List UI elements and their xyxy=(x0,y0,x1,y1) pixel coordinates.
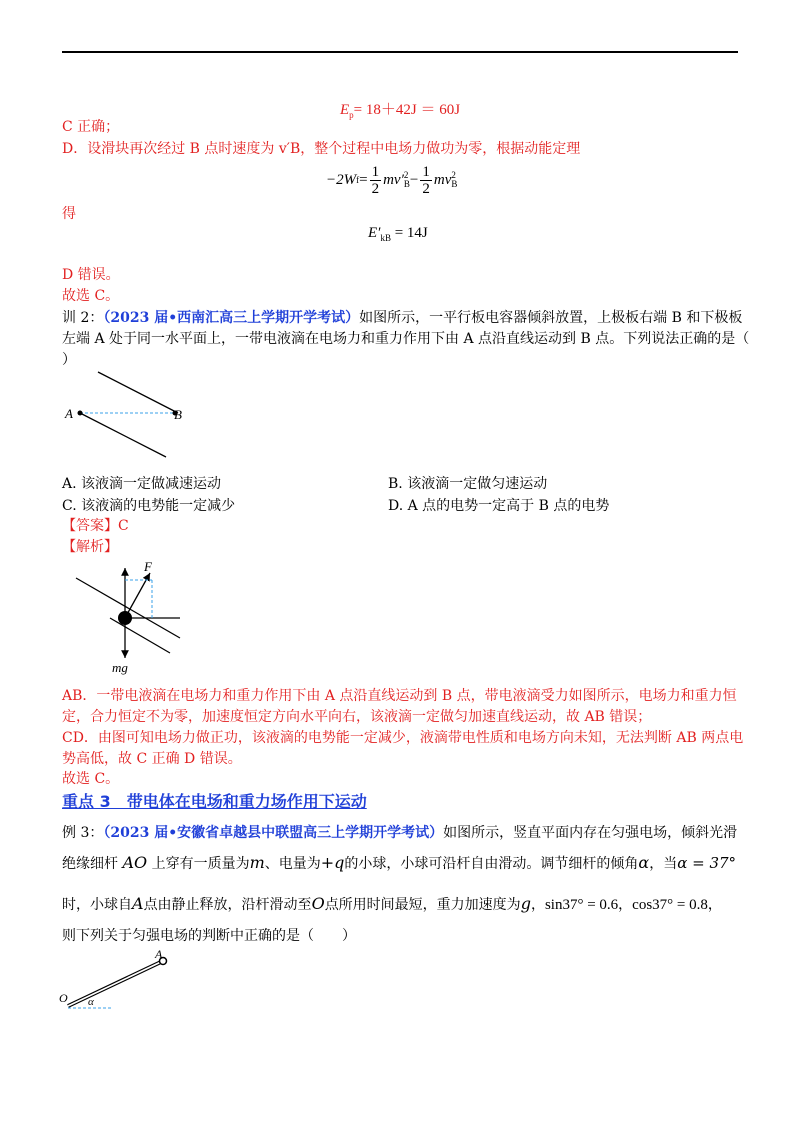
equation-ep: $E_p= 18+42J = 60J$ xyxy=(340,102,461,120)
plate-line-lower xyxy=(110,618,170,653)
label-alpha: α xyxy=(88,996,94,1008)
line-choose-2: 故选 C。 xyxy=(62,771,120,787)
line-d-statement: D．设滑块再次经过 B 点时速度为 v′B，整个过程中电场力做功为零，根据动能定理 xyxy=(62,141,581,157)
answer: 【答案】C xyxy=(62,518,129,534)
equation-ek: $E'_{kB} = 14J$ xyxy=(368,225,428,243)
capacitor-figure xyxy=(60,365,200,465)
analysis-ab-line2: 定，合力恒定不为零，加速度恒定方向水平向右，该液滴一定做匀加速直线运动，故 AB 错误； xyxy=(62,709,652,725)
label-b: B xyxy=(174,407,182,422)
point-a xyxy=(78,411,83,416)
lower-plate xyxy=(80,413,166,457)
option-d: D. A 点的电势一定高于 B 点的电势 xyxy=(388,498,610,514)
option-c: C. 该液滴的电势能一定减少 xyxy=(62,498,236,514)
line-c-correct: C 正确； xyxy=(62,119,120,135)
droplet xyxy=(118,611,132,625)
analysis-cd-line2: 势高低，故 C 正确 D 错误。 xyxy=(62,751,242,767)
line-d-wrong: D 错误。 xyxy=(62,267,120,283)
option-b: B. 该液滴一定做匀速运动 xyxy=(388,476,548,492)
example3-line2: 绝缘细杆 AO 上穿有一质量为m、电量为+q的小球，小球可沿杆自由滑动。调节细杆的倾角α，当α = 37° xyxy=(62,853,737,872)
label-mg: mg xyxy=(112,660,128,675)
example3-line3: 时，小球自A点由静止释放，沿杆滑动至O点所用时间最短，重力加速度为g，sin37° = 0.6，cos37° = 0.8， xyxy=(62,894,722,913)
upper-plate xyxy=(98,372,178,413)
option-a: A. 该液滴一定做减速运动 xyxy=(62,476,222,492)
analysis-ab-line1: AB．一带电液滴在电场力和重力作用下由 A 点沿直线运动到 B 点，带电液滴受力如图所示，电场力和重力恒 xyxy=(62,688,737,704)
header-rule xyxy=(62,51,738,53)
label-a: A xyxy=(65,406,73,421)
train2-line1: 训 2：（2023 届•西南汇高三上学期开学考试）如图所示，一平行板电容器倾斜放置，上极板右端 B 和下极板 xyxy=(62,310,743,326)
train2-line3: ） xyxy=(62,352,76,368)
rod-inner xyxy=(68,961,163,1006)
rod-figure xyxy=(58,948,188,1018)
label-o-rod: O xyxy=(59,991,68,1005)
analysis-cd-line1: CD．由图可知电场力做正功，该液滴的电势能一定减少，液滴带电性质和电场方向未知，无法判断 AB 两点电 xyxy=(62,730,744,746)
line-choose-1: 故选 C。 xyxy=(62,288,120,304)
example3-line4: 则下列关于匀强电场的判断中正确的是（ ） xyxy=(62,928,356,944)
label-f: F xyxy=(144,559,152,574)
analysis-label: 【解析】 xyxy=(62,539,118,555)
label-a-rod: A xyxy=(155,947,163,961)
example3-line1: 例 3：（2023 届•安徽省卓越县中联盟高三上学期开学考试）如图所示，竖直平面内存在匀强电场，倾斜光滑 xyxy=(62,825,738,841)
equation-work-energy: −2W f = $\frac{1}{2}$ mv′ 2 B − $\frac{1}{2}$ mv 2 B xyxy=(326,163,458,197)
force-diagram xyxy=(70,558,190,676)
section-heading-3: 重点 3 带电体在电场和重力场作用下运动 xyxy=(62,792,367,811)
train2-line2: 左端 A 处于同一水平面上，一带电液滴在电场力和重力作用下由 A 点沿直线运动到 B 点。下列说法正确的是（ xyxy=(62,331,750,347)
line-de: 得 xyxy=(62,206,76,222)
